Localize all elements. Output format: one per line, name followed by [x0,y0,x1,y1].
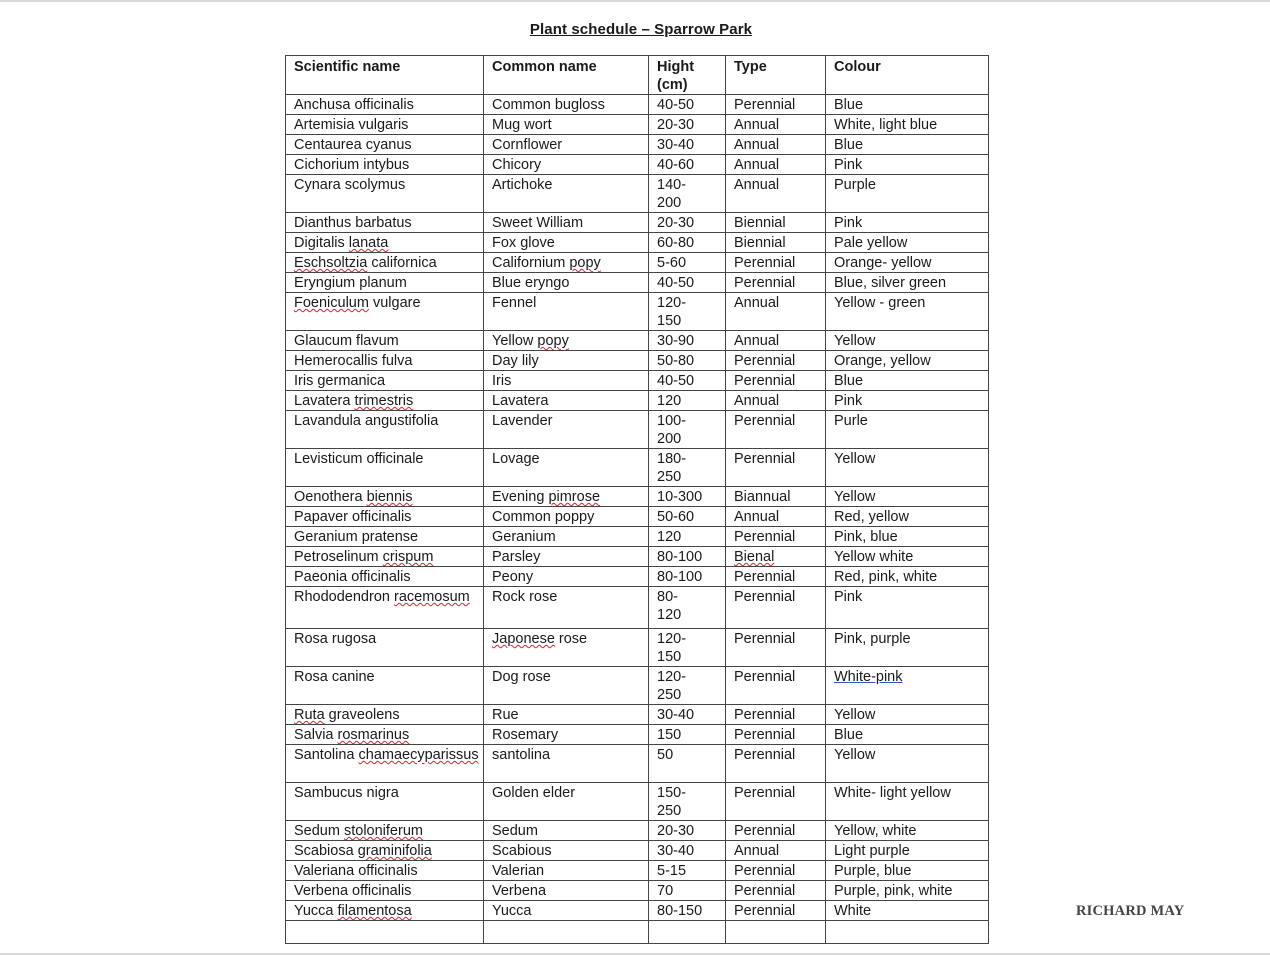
table-row [286,391,989,411]
cell-height: 120- 150 [649,629,726,667]
cell-type: Perennial [726,901,826,921]
cell-empty [726,921,826,944]
cell-common-name: Peony [484,567,649,587]
cell-colour: White [826,901,989,921]
cell-height: 20-30 [649,213,726,233]
cell-common-name: Common bugloss [484,95,649,115]
table-row [286,587,989,629]
cell-height: 80- 120 [649,587,726,629]
cell-scientific-name: Lavatera trimestris [286,391,484,411]
cell-type: Annual [726,391,826,411]
cell-scientific-name: Ruta graveolens [286,705,484,725]
table-row [286,861,989,881]
table-row [286,411,989,449]
cell-type: Perennial [726,745,826,783]
column-header-colour: Colour [826,56,989,95]
cell-height: 40-50 [649,95,726,115]
table-row [286,705,989,725]
cell-colour: Orange, yellow [826,351,989,371]
cell-common-name: Valerian [484,861,649,881]
author-watermark: RICHARD MAY [1076,903,1185,919]
cell-height: 180- 250 [649,449,726,487]
cell-type: Perennial [726,629,826,667]
table-row [286,175,989,213]
cell-type: Perennial [726,705,826,725]
column-header-common-name: Common name [484,56,649,95]
cell-colour: Yellow [826,745,989,783]
cell-height: 120- 150 [649,293,726,331]
table-row [286,821,989,841]
cell-type: Bienal [726,547,826,567]
cell-height: 80-100 [649,547,726,567]
cell-scientific-name: Sedum stoloniferum [286,821,484,841]
cell-type: Annual [726,115,826,135]
cell-colour: Yellow white [826,547,989,567]
cell-height: 30-40 [649,135,726,155]
table-row [286,547,989,567]
cell-scientific-name: Cichorium intybus [286,155,484,175]
table-row [286,155,989,175]
document-title: Plant schedule – Sparrow Park [529,21,753,38]
cell-scientific-name: Scabiosa graminifolia [286,841,484,861]
cell-height: 140- 200 [649,175,726,213]
cell-type: Annual [726,507,826,527]
cell-colour: Pale yellow [826,233,989,253]
table-row [286,881,989,901]
cell-type: Biennial [726,233,826,253]
table-row [286,213,989,233]
table-row [286,841,989,861]
cell-common-name: Fox glove [484,233,649,253]
cell-scientific-name: Lavandula angustifolia [286,411,484,449]
cell-common-name: Lovage [484,449,649,487]
table-row [286,629,989,667]
table-row [286,233,989,253]
table-row [286,351,989,371]
cell-common-name: Fennel [484,293,649,331]
cell-scientific-name: Rosa canine [286,667,484,705]
cell-scientific-name: Glaucum flavum [286,331,484,351]
cell-height: 30-90 [649,331,726,351]
cell-common-name: Chicory [484,155,649,175]
cell-colour: Blue [826,725,989,745]
cell-scientific-name: Digitalis lanata [286,233,484,253]
plant-schedule-table [285,55,989,944]
cell-empty [484,921,649,944]
cell-colour: White-pink [826,667,989,705]
cell-scientific-name: Levisticum officinale [286,449,484,487]
table-row [286,135,989,155]
cell-common-name: santolina [484,745,649,783]
cell-colour: White, light blue [826,115,989,135]
cell-colour: White- light yellow [826,783,989,821]
cell-height: 50-80 [649,351,726,371]
cell-scientific-name: Centaurea cyanus [286,135,484,155]
cell-type: Perennial [726,253,826,273]
cell-height: 40-50 [649,371,726,391]
cell-type: Annual [726,135,826,155]
cell-common-name: Sweet William [484,213,649,233]
cell-scientific-name: Yucca filamentosa [286,901,484,921]
cell-type: Perennial [726,351,826,371]
cell-scientific-name: Anchusa officinalis [286,95,484,115]
cell-scientific-name: Iris germanica [286,371,484,391]
cell-colour: Purple [826,175,989,213]
table-row [286,371,989,391]
cell-common-name: Japonese rose [484,629,649,667]
cell-type: Perennial [726,411,826,449]
table-row [286,527,989,547]
table-row [286,449,989,487]
cell-colour: Yellow - green [826,293,989,331]
cell-scientific-name: Santolina chamaecyparissus [286,745,484,783]
cell-common-name: Sedum [484,821,649,841]
cell-colour: Orange- yellow [826,253,989,273]
cell-scientific-name: Eryngium planum [286,273,484,293]
table-row [286,567,989,587]
table-row [286,901,989,921]
cell-height: 150 [649,725,726,745]
cell-common-name: Rock rose [484,587,649,629]
cell-type: Biennial [726,213,826,233]
cell-height: 10-300 [649,487,726,507]
cell-colour: Red, pink, white [826,567,989,587]
cell-colour: Yellow [826,331,989,351]
cell-height: 150- 250 [649,783,726,821]
cell-scientific-name: Salvia rosmarinus [286,725,484,745]
cell-type: Perennial [726,527,826,547]
table-row [286,273,989,293]
cell-height: 50-60 [649,507,726,527]
table-row [286,783,989,821]
cell-colour: Yellow, white [826,821,989,841]
cell-height: 50 [649,745,726,783]
cell-type: Perennial [726,783,826,821]
cell-height: 5-15 [649,861,726,881]
cell-scientific-name: Cynara scolymus [286,175,484,213]
table-row-empty [286,921,989,944]
cell-type: Perennial [726,667,826,705]
cell-height: 40-50 [649,273,726,293]
cell-height: 120- 250 [649,667,726,705]
cell-common-name: Day lily [484,351,649,371]
cell-scientific-name: Petroselinum crispum [286,547,484,567]
cell-height: 30-40 [649,705,726,725]
cell-colour: Pink, purple [826,629,989,667]
cell-scientific-name: Verbena officinalis [286,881,484,901]
cell-common-name: Parsley [484,547,649,567]
cell-empty [649,921,726,944]
cell-height: 70 [649,881,726,901]
cell-colour: Yellow [826,487,989,507]
cell-type: Perennial [726,567,826,587]
table-row [286,507,989,527]
cell-type: Perennial [726,449,826,487]
cell-colour: Blue, silver green [826,273,989,293]
cell-common-name: Dog rose [484,667,649,705]
table-row [286,253,989,273]
cell-common-name: Rue [484,705,649,725]
cell-type: Perennial [726,273,826,293]
cell-type: Annual [726,155,826,175]
cell-scientific-name: Foeniculum vulgare [286,293,484,331]
cell-common-name: Artichoke [484,175,649,213]
cell-type: Perennial [726,587,826,629]
table-row [286,667,989,705]
cell-scientific-name: Geranium pratense [286,527,484,547]
cell-colour: Yellow [826,705,989,725]
cell-common-name: Californium popy [484,253,649,273]
cell-scientific-name: Papaver officinalis [286,507,484,527]
cell-common-name: Common poppy [484,507,649,527]
cell-scientific-name: Eschsoltzia californica [286,253,484,273]
cell-colour: Blue [826,135,989,155]
cell-height: 80-100 [649,567,726,587]
cell-empty [286,921,484,944]
cell-height: 5-60 [649,253,726,273]
cell-height: 60-80 [649,233,726,253]
cell-type: Biannual [726,487,826,507]
cell-colour: Purple, pink, white [826,881,989,901]
table-header-row [286,56,989,95]
cell-height: 120 [649,391,726,411]
cell-type: Perennial [726,725,826,745]
table-row [286,725,989,745]
cell-common-name: Iris [484,371,649,391]
cell-scientific-name: Hemerocallis fulva [286,351,484,371]
cell-type: Annual [726,175,826,213]
cell-colour: Pink [826,213,989,233]
cell-common-name: Yucca [484,901,649,921]
cell-colour: Purple, blue [826,861,989,881]
cell-height: 20-30 [649,115,726,135]
cell-scientific-name: Oenothera biennis [286,487,484,507]
cell-common-name: Scabious [484,841,649,861]
cell-colour: Light purple [826,841,989,861]
cell-colour: Purle [826,411,989,449]
table-row [286,293,989,331]
cell-colour: Yellow [826,449,989,487]
cell-common-name: Yellow popy [484,331,649,351]
cell-colour: Pink [826,391,989,411]
table-row [286,115,989,135]
cell-colour: Red, yellow [826,507,989,527]
cell-empty [826,921,989,944]
cell-colour: Pink [826,587,989,629]
cell-common-name: Evening pimrose [484,487,649,507]
cell-type: Perennial [726,371,826,391]
column-header-type: Type [726,56,826,95]
table-row [286,95,989,115]
cell-type: Annual [726,331,826,351]
cell-scientific-name: Paeonia officinalis [286,567,484,587]
cell-type: Annual [726,293,826,331]
cell-type: Annual [726,841,826,861]
cell-common-name: Lavender [484,411,649,449]
cell-scientific-name: Dianthus barbatus [286,213,484,233]
cell-common-name: Geranium [484,527,649,547]
cell-type: Perennial [726,95,826,115]
table-row [286,487,989,507]
cell-colour: Blue [826,371,989,391]
cell-type: Perennial [726,821,826,841]
cell-height: 40-60 [649,155,726,175]
cell-type: Perennial [726,861,826,881]
cell-colour: Blue [826,95,989,115]
column-header-scientific-name: Scientific name [286,56,484,95]
cell-height: 80-150 [649,901,726,921]
table-row [286,745,989,783]
column-header-height: Hight (cm) [649,56,726,95]
table-row [286,331,989,351]
cell-scientific-name: Rosa rugosa [286,629,484,667]
cell-scientific-name: Valeriana officinalis [286,861,484,881]
cell-common-name: Rosemary [484,725,649,745]
cell-common-name: Mug wort [484,115,649,135]
cell-common-name: Cornflower [484,135,649,155]
cell-height: 100- 200 [649,411,726,449]
cell-height: 120 [649,527,726,547]
cell-scientific-name: Rhododendron racemosum [286,587,484,629]
cell-height: 20-30 [649,821,726,841]
cell-common-name: Lavatera [484,391,649,411]
cell-scientific-name: Sambucus nigra [286,783,484,821]
cell-type: Perennial [726,881,826,901]
cell-common-name: Verbena [484,881,649,901]
cell-scientific-name: Artemisia vulgaris [286,115,484,135]
cell-common-name: Blue eryngo [484,273,649,293]
cell-colour: Pink [826,155,989,175]
cell-common-name: Golden elder [484,783,649,821]
cell-height: 30-40 [649,841,726,861]
cell-colour: Pink, blue [826,527,989,547]
